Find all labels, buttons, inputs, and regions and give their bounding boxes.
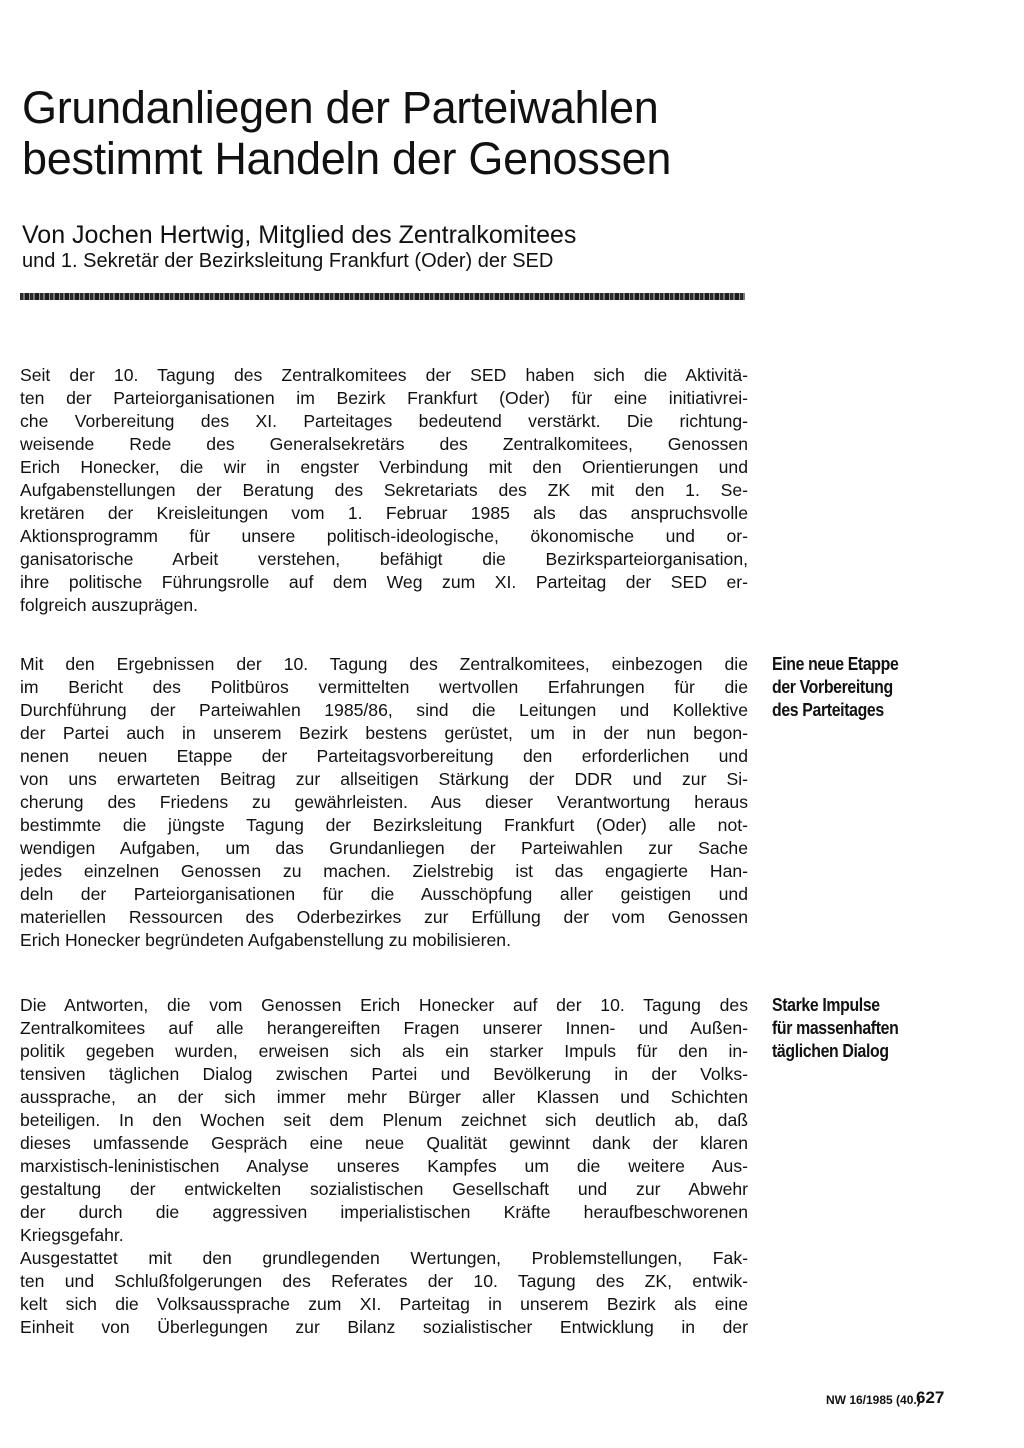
text-line: che Vorbereitung des XI. Parteitages bedeutend verstärkt. Die richtung- (20, 411, 748, 431)
text-line: materiellen Ressourcen des Oderbezirkes zur Erfüllung der vom Genossen (20, 907, 748, 927)
margin-heading-line: Starke Impulse (772, 995, 880, 1015)
text-line: tensiven täglichen Dialog zwischen Partei und Bevölkerung in der Volks- (20, 1064, 748, 1084)
text-line: im Bericht des Politbüros vermittelten wertvollen Erfahrungen für die (20, 677, 748, 697)
text-line: weisende Rede des Generalsekretärs des Zentralkomitees, Genossen (20, 434, 748, 454)
page-number: 627 (916, 1388, 945, 1407)
article-title (22, 82, 882, 184)
text-line: Zentralkomitees auf alle herangereiften Fragen unserer Innen- und Außen- (20, 1018, 748, 1038)
text-line: Erich Honecker, die wir in engster Verbindung mit den Orientierungen und (20, 457, 748, 477)
text-line: Die Antworten, die vom Genossen Erich Honecker auf der 10. Tagung des (20, 995, 748, 1015)
text-line: Seit der 10. Tagung des Zentralkomitees der SED haben sich die Aktivitä- (20, 365, 748, 385)
margin-heading-line: Eine neue Etappe (772, 654, 899, 674)
text-line: Aufgabenstellungen der Beratung des Sekretariats des ZK mit den 1. Se- (20, 480, 748, 500)
text-line: politik gegeben wurden, erweisen sich als ein starker Impuls für den in- (20, 1041, 748, 1061)
text-line: beteiligen. In den Wochen seit dem Plenum zeichnet sich deutlich ab, daß (20, 1110, 748, 1130)
text-line: Erich Honecker begründeten Aufgabenstellung zu mobilisieren. (20, 930, 511, 950)
text-line: bestimmte die jüngste Tagung der Bezirksleitung Frankfurt (Oder) alle not- (20, 815, 748, 835)
text-line: der Partei auch in unserem Bezirk bestens gerüstet, um in der nun begon- (20, 723, 748, 743)
text-line: Einheit von Überlegungen zur Bilanz sozialistischer Entwicklung in der (20, 1317, 748, 1337)
footer-issue-reference: NW 16/1985 (40.) (826, 1393, 921, 1407)
byline-author: Von Jochen Hertwig, Mitglied des Zentralkomitees (22, 221, 577, 249)
title-line: bestimmt Handeln der Genossen (22, 133, 672, 184)
margin-heading-2 (772, 994, 922, 1063)
text-line: Aktionsprogramm für unsere politisch-ideologische, ökonomische und or- (20, 526, 748, 546)
text-line: folgreich auszuprägen. (20, 595, 199, 615)
text-line: ten und Schlußfolgerungen des Referates der 10. Tagung des ZK, entwik- (20, 1271, 748, 1291)
text-line: deln der Parteiorganisationen für die Ausschöpfung aller geistigen und (20, 884, 748, 904)
text-line: kelt sich die Volksaussprache zum XI. Parteitag in unserem Bezirk als eine (20, 1294, 748, 1314)
margin-heading-line: des Parteitages (772, 700, 884, 720)
margin-heading-line: täglichen Dialog (772, 1041, 889, 1061)
text-line: von uns erwarteten Beitrag zur allseitigen Stärkung der DDR und zur Si- (20, 769, 748, 789)
text-line: ganisatorische Arbeit verstehen, befähigt die Bezirksparteiorganisation, (20, 549, 748, 569)
text-line: cherung des Friedens zu gewährleisten. Aus dieser Verantwortung heraus (20, 792, 748, 812)
text-line: jedes einzelnen Genossen zu machen. Zielstrebig ist das engagierte Han- (20, 861, 748, 881)
text-line: Kriegsgefahr. (20, 1225, 124, 1245)
text-line: aussprache, an der sich immer mehr Bürger aller Klassen und Schichten (20, 1087, 748, 1107)
body-paragraph-1 (20, 364, 748, 617)
text-line: Ausgestattet mit den grundlegenden Wertungen, Problemstellungen, Fak- (20, 1248, 748, 1268)
byline-position: und 1. Sekretär der Bezirksleitung Frankfurt (Oder) der SED (22, 250, 554, 272)
margin-heading-line: für massenhaften (772, 1018, 899, 1038)
text-line: der durch die aggressiven imperialistischen Kräfte heraufbeschworenen (20, 1202, 748, 1222)
margin-heading-1 (772, 653, 922, 722)
title-line: Grundanliegen der Parteiwahlen (22, 82, 659, 133)
text-line: marxistisch-leninistischen Analyse unseres Kampfes um die weitere Aus- (20, 1156, 748, 1176)
body-paragraph-3 (20, 994, 748, 1339)
text-line: gestaltung der entwickelten sozialistischen Gesellschaft und zur Abwehr (20, 1179, 748, 1199)
text-line: wendigen Aufgaben, um das Grundanliegen der Parteiwahlen zur Sache (20, 838, 748, 858)
margin-heading-line: der Vorbereitung (772, 677, 893, 697)
text-line: dieses umfassende Gespräch eine neue Qualität gewinnt dank der klaren (20, 1133, 748, 1153)
text-line: Durchführung der Parteiwahlen 1985/86, sind die Leitungen und Kollektive (20, 700, 748, 720)
text-line: kretären der Kreisleitungen vom 1. Februar 1985 als das anspruchsvolle (20, 503, 748, 523)
text-line: nenen neuen Etappe der Parteitagsvorbereitung den erforderlichen und (20, 746, 748, 766)
body-paragraph-2 (20, 653, 748, 952)
text-line: Mit den Ergebnissen der 10. Tagung des Zentralkomitees, einbezogen die (20, 654, 748, 674)
text-line: ihre politische Führungsrolle auf dem Weg zum XI. Parteitag der SED er- (20, 572, 748, 592)
heading-rule (20, 293, 745, 300)
text-line: ten der Parteiorganisationen im Bezirk Frankfurt (Oder) für eine initiativrei- (20, 388, 748, 408)
article-byline (22, 221, 782, 273)
